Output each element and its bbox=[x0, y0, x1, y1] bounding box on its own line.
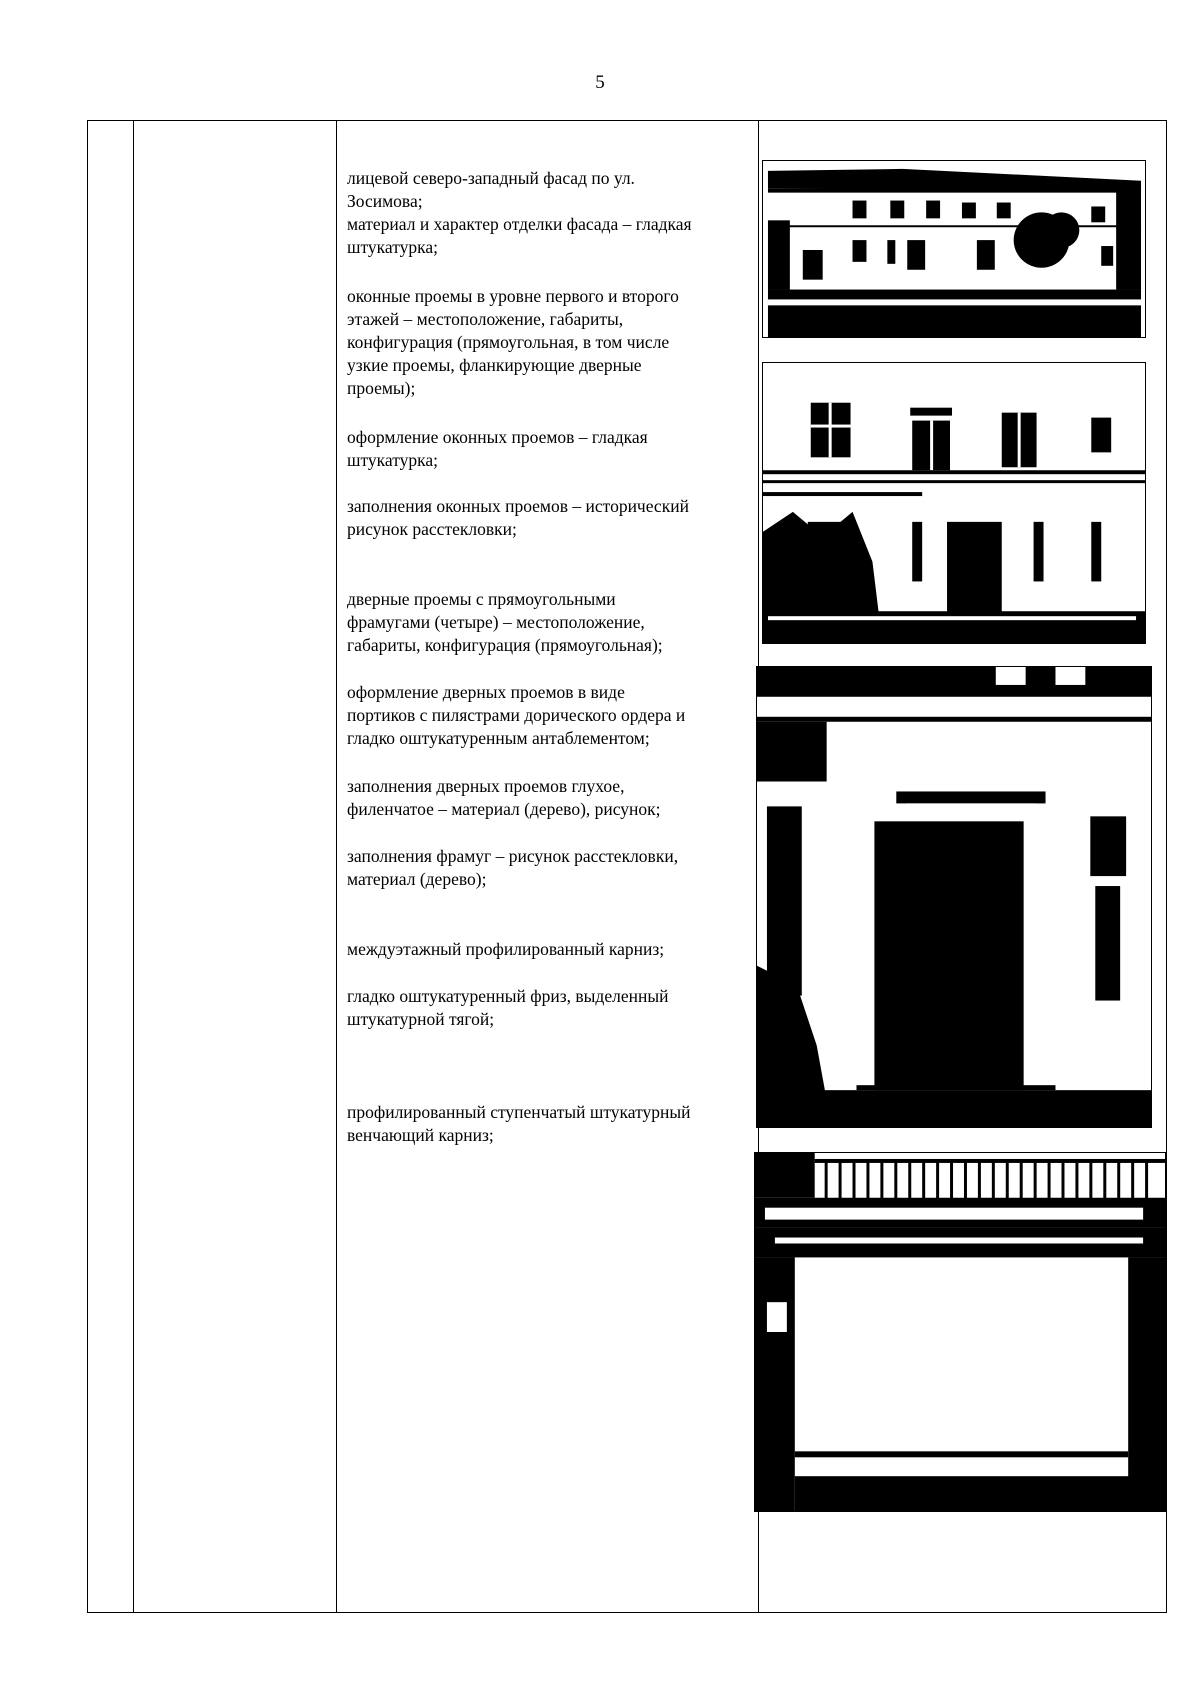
paragraph-window-openings bbox=[347, 285, 747, 400]
photo-windows-door bbox=[762, 362, 1146, 644]
text-line: конфигурация (прямоугольная, в том числе bbox=[347, 332, 670, 352]
text-line: заполнения дверных проемов глухое, bbox=[347, 776, 625, 796]
text-line: портиков с пилястрами дорического ордера и bbox=[347, 705, 686, 725]
text-line: фрамугами (четыре) – местоположение, bbox=[347, 612, 645, 632]
text-line: штукатурной тягой; bbox=[347, 1009, 495, 1029]
paragraph-transom-fill bbox=[347, 845, 747, 891]
text-line: оконные проемы в уровне первого и второго bbox=[347, 286, 679, 306]
text-line: филенчатое – материал (дерево), рисунок; bbox=[347, 799, 661, 819]
text-line: оформление оконных проемов – гладкая bbox=[347, 427, 648, 447]
paragraph-interfloor-cornice bbox=[347, 938, 747, 961]
text-line: проемы); bbox=[347, 378, 416, 398]
paragraph-frieze bbox=[347, 985, 747, 1031]
text-line: оформление дверных проемов в виде bbox=[347, 682, 625, 702]
table-column-divider bbox=[133, 120, 134, 1613]
paragraph-door-decoration bbox=[347, 681, 747, 750]
text-line: материал и характер отделки фасада – гладкая bbox=[347, 214, 692, 234]
page-number: 5 bbox=[595, 72, 605, 93]
text-line: штукатурка; bbox=[347, 450, 438, 470]
paragraph-door-fill bbox=[347, 775, 747, 821]
text-line: гладко оштукатуренный фриз, выделенный bbox=[347, 986, 669, 1006]
text-line: междуэтажный профилированный карниз; bbox=[347, 939, 665, 959]
text-line: габариты, конфигурация (прямоугольная); bbox=[347, 635, 663, 655]
paragraph-door-openings bbox=[347, 588, 747, 657]
text-line: дверные проемы с прямоугольными bbox=[347, 589, 616, 609]
text-line: штукатурка; bbox=[347, 237, 438, 257]
text-line: Зосимова; bbox=[347, 191, 423, 211]
paragraph-facade bbox=[347, 167, 747, 259]
paragraph-window-fill bbox=[347, 495, 747, 541]
photo-cornice bbox=[754, 1152, 1166, 1512]
text-line: узкие проемы, фланкирующие дверные bbox=[347, 355, 642, 375]
text-line: гладко оштукатуренным антаблементом; bbox=[347, 728, 650, 748]
text-line: этажей – местоположение, габариты, bbox=[347, 309, 624, 329]
photo-facade-overview bbox=[762, 160, 1146, 338]
text-line: лицевой северо-западный фасад по ул. bbox=[347, 168, 635, 188]
paragraph-crowning-cornice bbox=[347, 1101, 747, 1147]
text-line: заполнения фрамуг – рисунок расстекловки, bbox=[347, 846, 679, 866]
text-line: профилированный ступенчатый штукатурный bbox=[347, 1102, 691, 1122]
text-line: заполнения оконных проемов – исторический bbox=[347, 496, 689, 516]
text-line: материал (дерево); bbox=[347, 869, 487, 889]
text-line: венчающий карниз; bbox=[347, 1125, 494, 1145]
photo-door-portico bbox=[756, 666, 1152, 1128]
text-line: рисунок расстекловки; bbox=[347, 519, 517, 539]
paragraph-window-decoration bbox=[347, 426, 747, 472]
table-column-divider bbox=[336, 120, 337, 1613]
